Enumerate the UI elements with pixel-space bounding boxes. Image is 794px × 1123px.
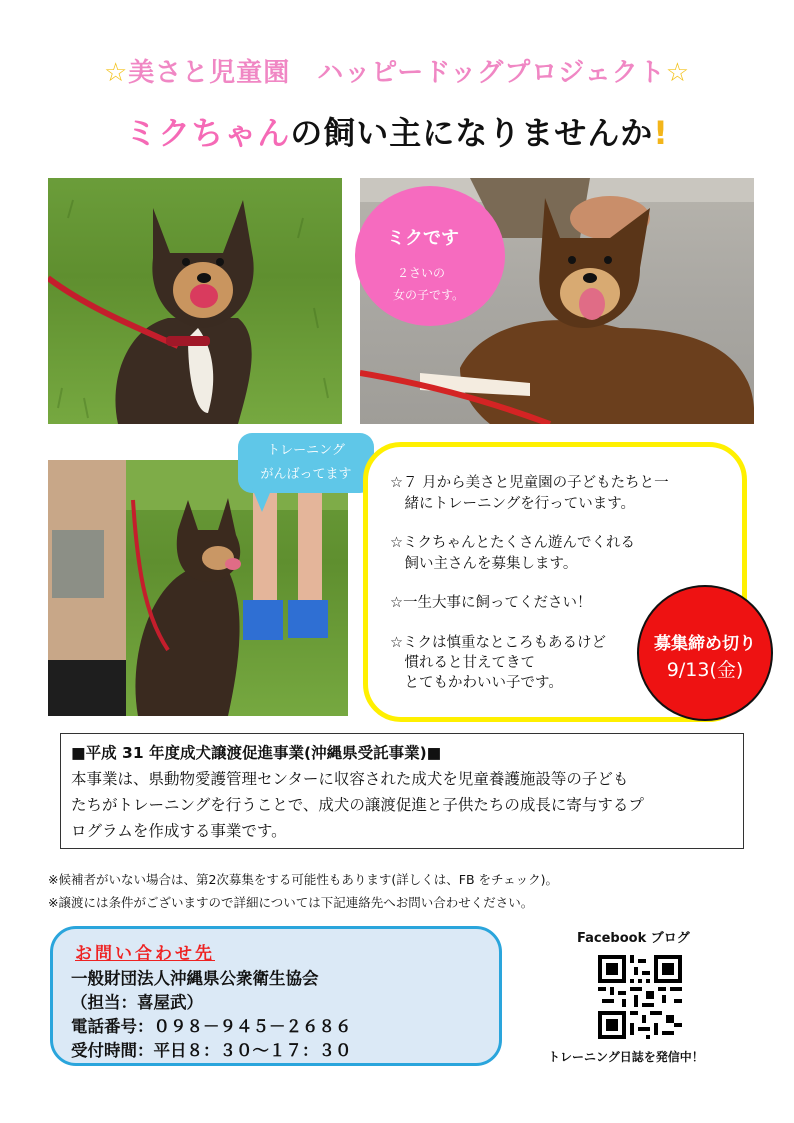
title-star-left: ☆ [103,58,129,88]
contact-organization: 一般財団法人沖縄県公衆衛生協会 [71,969,319,988]
info-line: 慣れると甘えてきて [390,655,535,671]
info-line: とてもかわいい子です。 [390,675,563,691]
page-subtitle [0,52,794,89]
info-line: ☆ミクは慎重なところもあるけど [390,635,606,651]
project-text-line: たちがトレーニングを行うことで、成犬の譲渡促進と子供たちの成長に寄与するプ [71,796,644,814]
info-line: 緒にトレーニングを行っています。 [390,496,636,512]
training-bubble-tail [252,488,272,512]
dog-photo-training [48,460,348,716]
page-title-text: の飼い主になりませんか [290,114,654,152]
project-text-line: ログラムを作成する事業です。 [71,822,287,840]
deadline-label: 募集締め切り [654,634,756,654]
contact-phone: 電話番号：０９８－９４５－２６８６ [71,1017,352,1036]
note-second-recruitment: ※候補者がいない場合は、第2次募集をする可能性もあります(詳しくは、FB をチェック)。 [48,872,559,887]
project-heading: ■平成 31 年度成犬譲渡促進事業(沖縄県受託事業)■ [71,744,442,762]
dog-intro-bubble [355,186,505,326]
project-title: 美さと児童園 ハッピードッグプロジェクト [128,58,666,88]
dog-intro-sex: 女の子です。 [393,288,465,302]
qr-code-icon[interactable] [596,955,684,1039]
dog-photo-grass [48,178,342,424]
deadline-date: 9/13(金) [666,659,744,681]
contact-hours: 受付時間：平日８：３０～１７：３０ [71,1041,352,1060]
training-bubble-line2: がんばってます [260,467,352,482]
info-line: 飼い主さんを募集します。 [390,556,578,572]
dog-intro-age: ２さいの [397,266,446,280]
project-description-box [60,733,744,849]
info-line: ☆ミクちゃんとたくさん遊んでくれる [390,535,635,551]
dog-intro-name: ミクです [387,228,459,249]
contact-person: （担当：喜屋武） [71,993,203,1012]
qr-caption: トレーニング日誌を発信中！ [548,1050,704,1064]
info-line: ☆７ 月から美さと児童園の子どもたちと一 [390,475,669,491]
project-text-line: 本事業は、県動物愛護管理センターに収容された成犬を児童養護施設等の子ども [71,770,629,788]
note-conditions: ※譲渡には条件がございますので詳細については下記連絡先へお問い合わせください。 [48,895,534,910]
training-bubble [238,433,374,493]
info-line: ☆一生大事に飼ってください！ [390,595,592,611]
facebook-blog-label: Facebook ブログ [577,931,690,946]
title-star-right: ☆ [665,58,691,88]
deadline-badge [637,585,773,721]
contact-title: お問い合わせ先 [75,944,215,964]
contact-box [50,926,502,1066]
dog-name: ミクちゃん [125,114,291,152]
page-title [0,108,794,154]
page-title-exclamation: ! [653,114,669,152]
training-bubble-line1: トレーニング [267,443,345,458]
